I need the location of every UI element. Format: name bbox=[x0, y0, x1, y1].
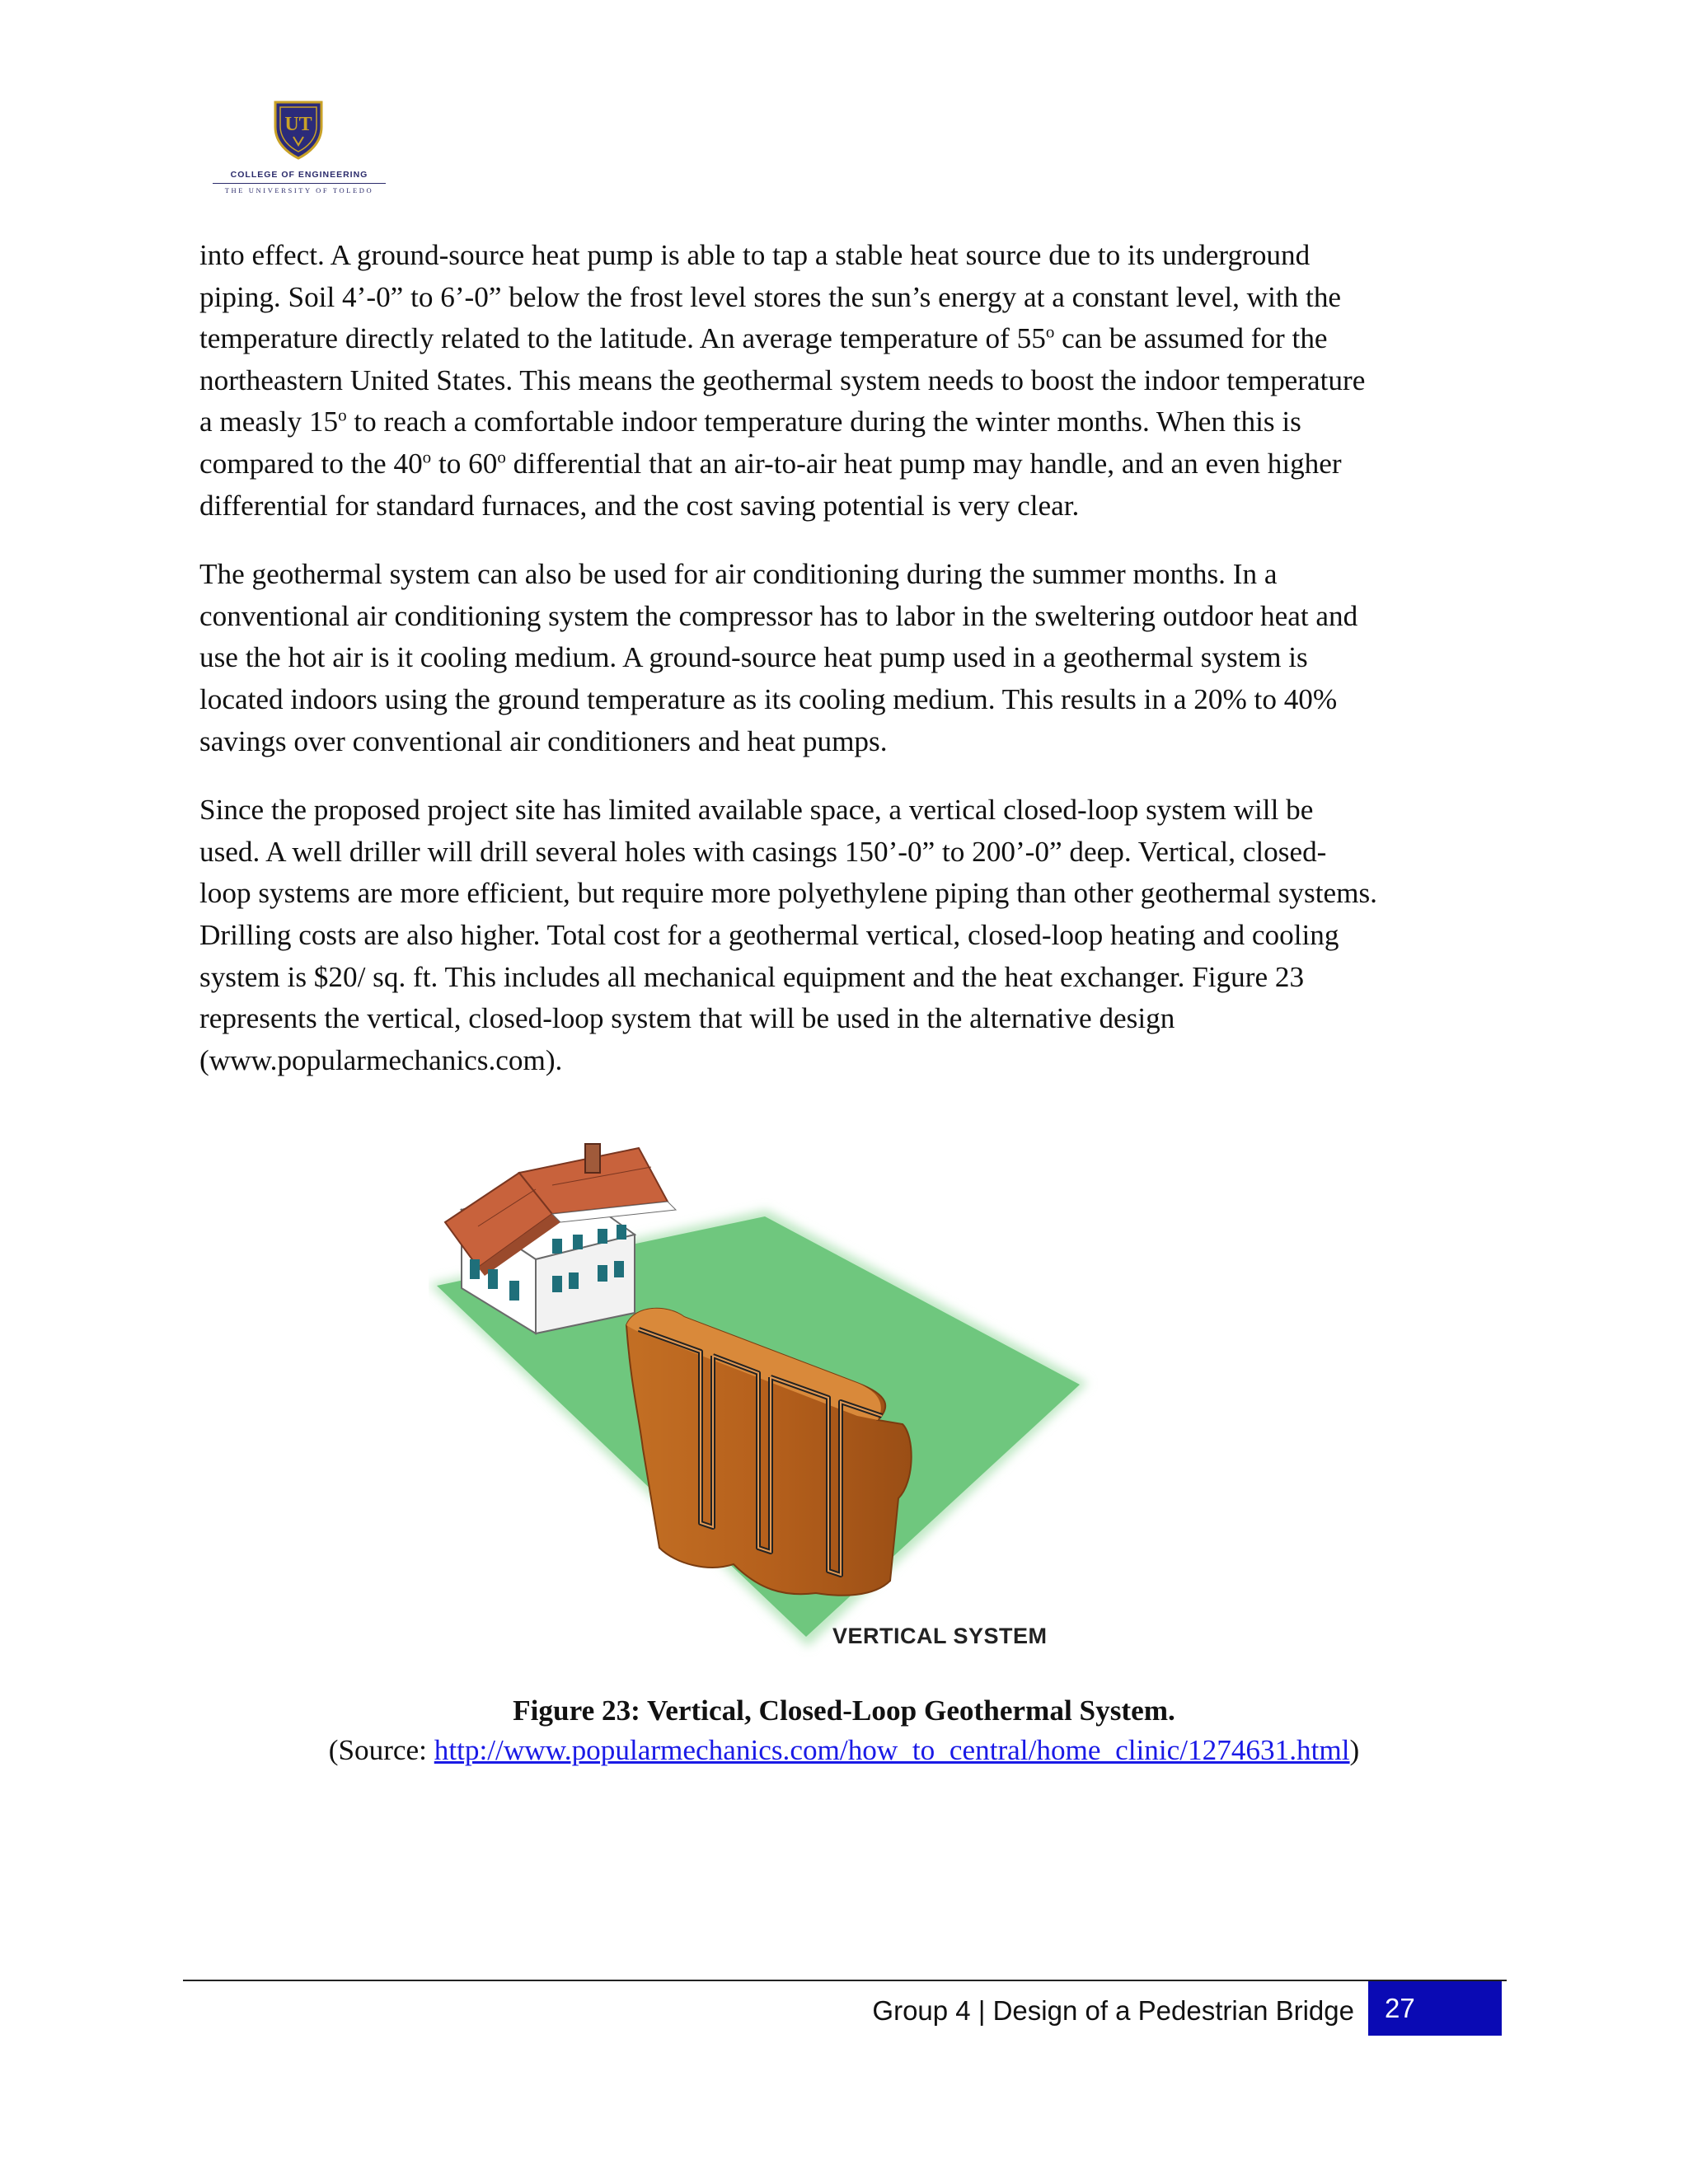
college-logo bbox=[198, 99, 396, 198]
geothermal-illustration bbox=[429, 1136, 1104, 1663]
page-number: 27 bbox=[1368, 1981, 1502, 2036]
logo-college-name: COLLEGE OF ENGINEERING bbox=[230, 170, 368, 180]
paragraph-1: into effect. A ground-source heat pump is able to tap a stable heat source due to its underground piping. Soil 4’-0” to 6’-0” below the frost level stores the sun’s energy at a constant level, with the temperature directly related to the latitude. An average temperature of 55$^o$ can be assumed for the northeastern United States. This means the geothermal system needs to boost the indoor temperature a measly 15$^o$ to reach a comfortable indoor temperature during the winter months. When this is compared to the 40$^o$ to 60$^o$ differential that an air-to-air heat pump may handle, and an even higher differential for standard furnaces, and the cost saving potential is very clear. bbox=[199, 239, 1366, 522]
figure-label: VERTICAL SYSTEM bbox=[832, 1624, 1048, 1648]
paragraph-3: Since the proposed project site has limited available space, a vertical closed-loop system will be used. A well driller will drill several holes with casings 150’-0” to 200’-0” deep. Vertical, closed- loop systems are more efficient, but require more polyethylene piping than other geothermal systems. Drilling costs are also higher. Total cost for a geothermal vertical, closed-loop heating and cooling system is $20/ sq. ft. This includes all mechanical equipment and the heat exchanger. Figure 23 represents the vertical, closed-loop system that will be used in the alternative design (www.popularmechanics.com). bbox=[199, 794, 1377, 1076]
paragraph-2: The geothermal system can also be used for air conditioning during the summer months. In a conventional air conditioning system the compressor has to labor in the sweltering outdoor heat and use the hot air is it cooling medium. A ground-source heat pump used in a geothermal system is located indoors using the ground temperature as its cooling medium. This results in a 20% to 40% savings over conventional air conditioners and heat pumps. bbox=[199, 558, 1358, 757]
figure-caption: Figure 23: Vertical, Closed-Loop Geothermal System. bbox=[513, 1694, 1175, 1727]
footer-title: Group 4 | Design of a Pedestrian Bridge bbox=[872, 1995, 1354, 2026]
figure-vertical-system bbox=[429, 1136, 1104, 1663]
footer-divider bbox=[183, 1980, 1507, 1981]
logo-university-name: THE UNIVERSITY OF TOLEDO bbox=[224, 186, 374, 194]
logo-monogram: UT bbox=[284, 114, 312, 135]
body-text bbox=[199, 235, 1502, 1108]
shield-icon bbox=[272, 99, 325, 162]
logo-divider bbox=[213, 183, 386, 184]
source-link[interactable]: http://www.popularmechanics.com/how_to_central/home_clinic/1274631.html bbox=[434, 1734, 1350, 1766]
figure-source: (Source: http://www.popularmechanics.com/how_to_central/home_clinic/1274631.html) bbox=[328, 1734, 1360, 1766]
